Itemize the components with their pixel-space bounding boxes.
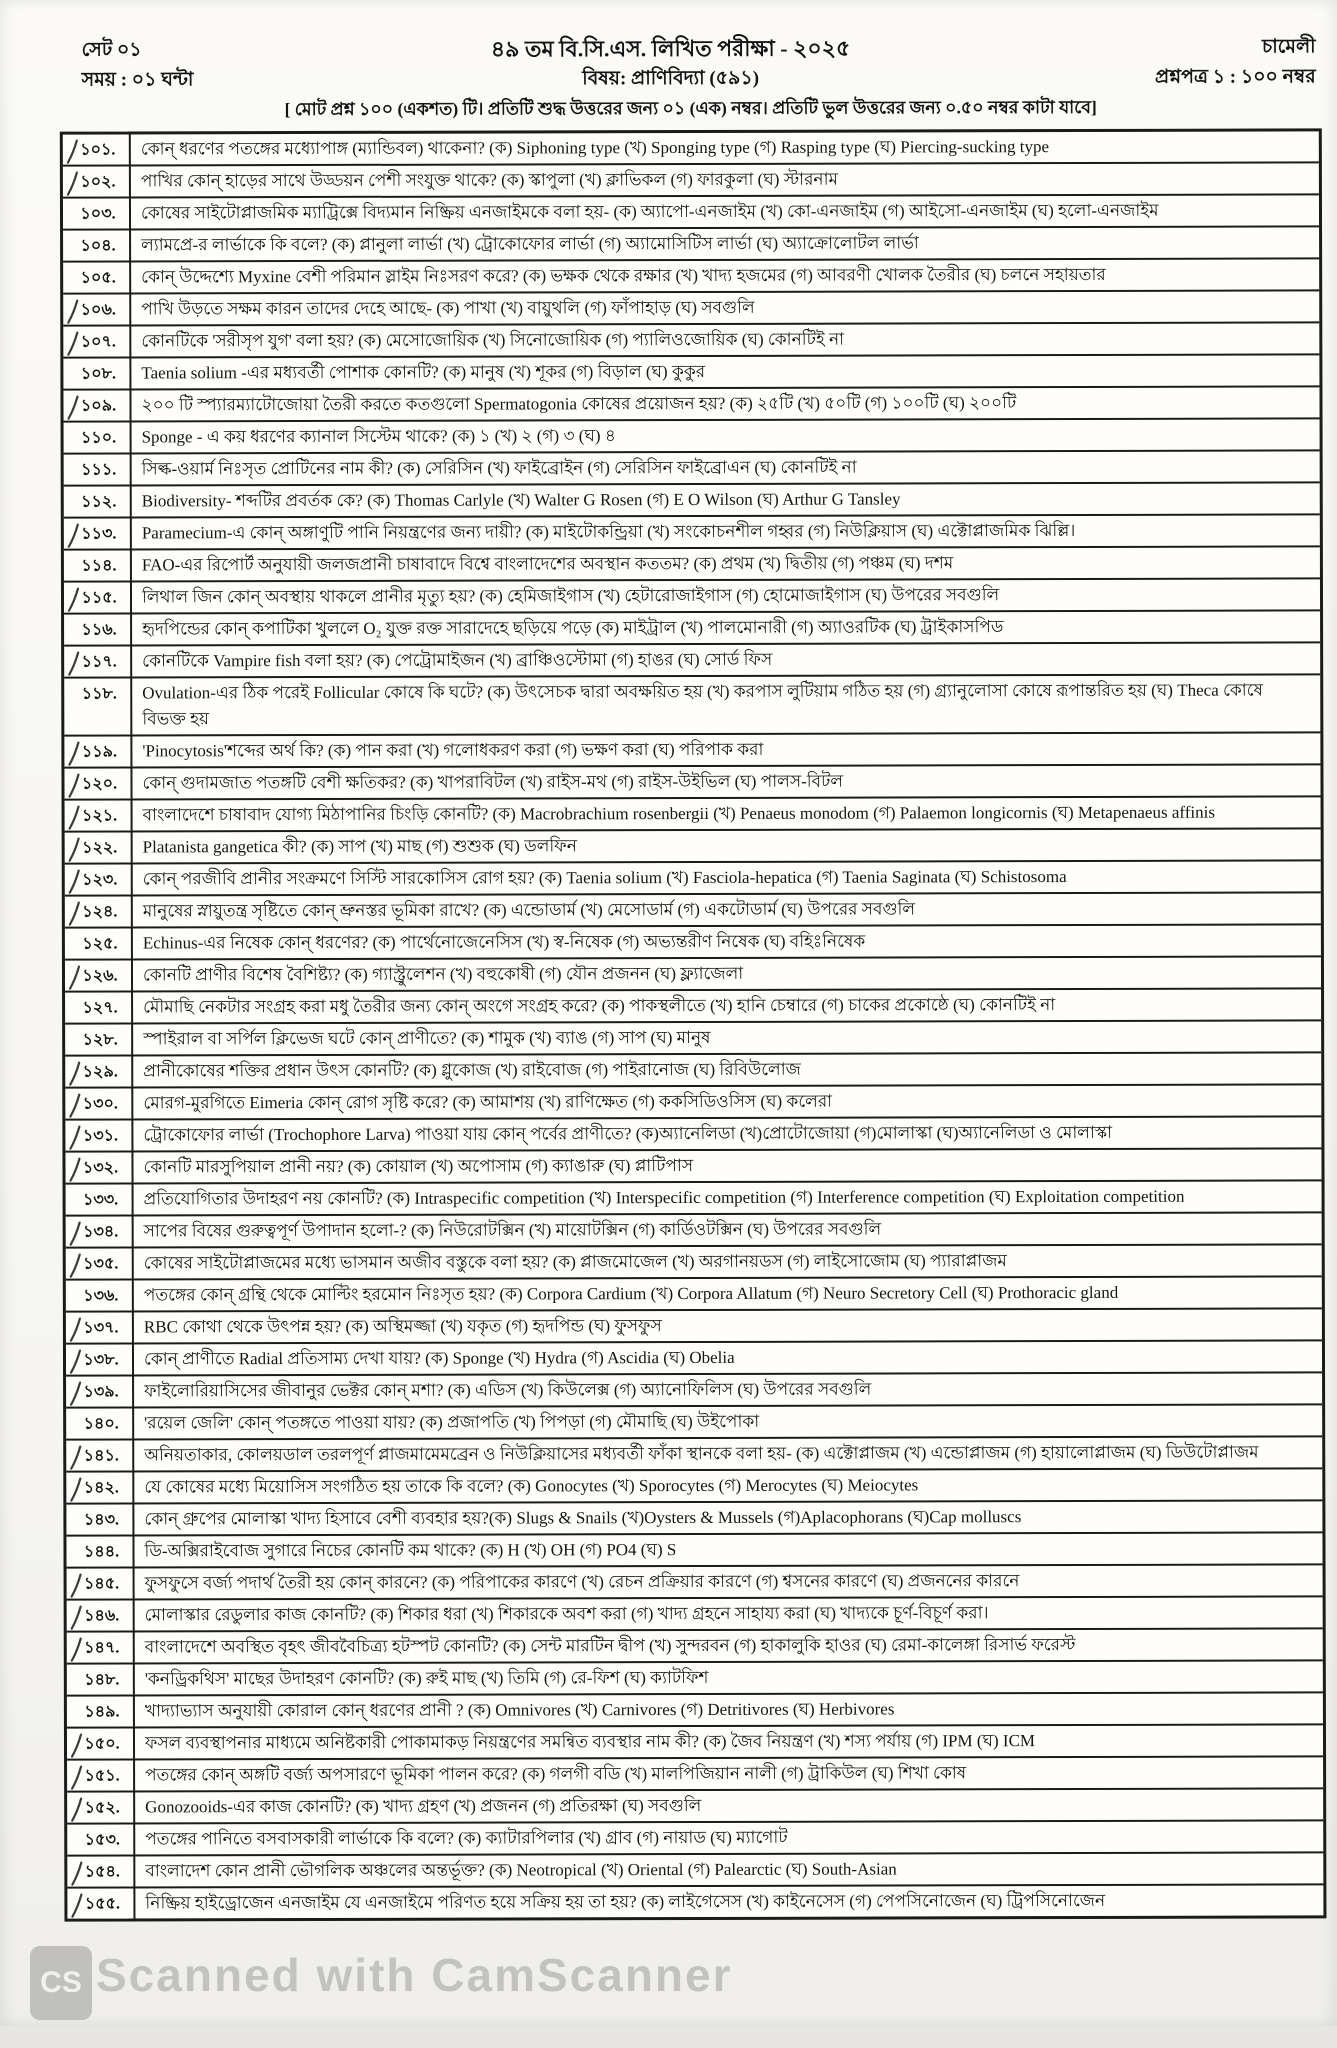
- handwritten-tick-icon: [66, 299, 79, 325]
- question-number-text: ১৫৫.: [84, 1895, 121, 1913]
- question-number: [64, 614, 132, 644]
- question-row: [63, 323, 1319, 358]
- question-number-text: ১৩৯.: [83, 1383, 119, 1401]
- question-number-text: ১৪৮.: [84, 1671, 120, 1689]
- handwritten-tick-icon: [67, 741, 80, 767]
- question-row: [63, 291, 1319, 326]
- question-text: Sponge - এ কয় ধরণের ক্যানাল সিস্টেম থাকে? (ক) ১ (খ) ২ (গ) ৩ (ঘ) ৪: [141, 426, 616, 447]
- question-number: [66, 1312, 134, 1342]
- exam-subject: বিষয়: প্রাণিবিদ্যা (৫৯১): [582, 67, 760, 90]
- question-number: [66, 1408, 134, 1438]
- question-number: [63, 326, 131, 356]
- question-number-text: ১০৯.: [80, 397, 117, 415]
- question-number: [67, 1824, 135, 1854]
- handwritten-tick-icon: [68, 805, 81, 831]
- question-text: ২০০ টি স্প্যারম্যাটোজোয়া তৈরী করতে কতগুলো Spermatogonia কোষের প্রয়োজন হয়? (ক) ২৫টি (খ) ৫০টি (গ) ১০০টি (ঘ) ২০০টি: [141, 393, 1017, 415]
- set-label: সেট ০১: [81, 39, 142, 61]
- paper-marks: প্রশ্নপত্র ১ : ১০০ নম্বর: [1154, 66, 1316, 88]
- question-number-text: ১২৮.: [82, 1031, 118, 1049]
- handwritten-tick-icon: [68, 1157, 81, 1183]
- question-row: [67, 1597, 1323, 1632]
- handwritten-tick-icon: [68, 965, 81, 991]
- question-number-text: ১৫১.: [84, 1767, 120, 1785]
- question-row: [67, 1789, 1323, 1824]
- question-number-text: ১২৬.: [82, 967, 118, 985]
- question-number: [63, 230, 131, 260]
- question-number-text: ১৪০.: [83, 1415, 119, 1433]
- question-row: [63, 355, 1319, 390]
- question-row: [64, 483, 1320, 518]
- question-number-text: ১২০.: [81, 775, 118, 793]
- question-row: [63, 195, 1319, 230]
- question-row: [67, 1853, 1323, 1888]
- question-number-text: ১৪৪.: [83, 1543, 120, 1561]
- camscanner-watermark-text: Scanned with CamScanner: [96, 1949, 733, 2001]
- question-text: খাদ্যাভ্যাস অনুযায়ী কোরাল কোন্ ধরণের প্রানী ? (ক) Omnivores (খ) Carnivores (গ) Detritivores (ঘ) Herbivores: [144, 1699, 895, 1721]
- question-number: [65, 1056, 133, 1086]
- question-number-text: ১০৭.: [80, 333, 116, 351]
- question-row: [63, 163, 1319, 198]
- question-text: RBC কোথা থেকে উৎপন্ন হয়? (ক) অস্থিমজ্জা (খ) যকৃত (গ) হৃদপিন্ড (ঘ) ফুসফুস: [143, 1316, 662, 1337]
- handwritten-tick-icon: [66, 331, 79, 357]
- question-text: বাংলাদেশ কোন প্রানী ভৌগলিক অঞ্চলের অন্তর্ভূক্ত? (ক) Neotropical (খ) Oriental (গ) Palearctic (ঘ) South-Asian: [145, 1859, 897, 1881]
- question-row: [65, 829, 1321, 864]
- question-text: কোনটি প্রাণীর বিশেষ বৈশিষ্ট্য? (ক) গ্যাস্ট্রুলেশন (খ) বহুকোষী (গ) যৌন প্রজনন (ঘ) ফ্ল্যাজেলা: [142, 963, 744, 985]
- question-number: [65, 960, 133, 990]
- question-number: [66, 1184, 134, 1214]
- question-text: 'রয়েল জেলি' কোন্ পতঙ্গতে পাওয়া যায়? (ক) প্রজাপতি (খ) পিপড়া (গ) মৌমাছি (ঘ) উইপোকা: [144, 1411, 760, 1433]
- question-text: পাখির কোন্ হাড়ের সাথে উড্ডয়ন পেশী সংযুক্ত থাকে? (ক) স্কাপুলা (খ) ক্লাভিকল (গ) ফারকুলা (ঘ) স্টারনাম: [140, 169, 838, 191]
- question-text: কোনটি মারসুপিয়াল প্রানী নয়? (ক) কোয়াল (খ) অপোসাম (গ) ক্যাঙারু (ঘ) প্লাটিপাস: [143, 1156, 694, 1177]
- question-text: কোনটিকে Vampire fish বলা হয়? (ক) পেট্রোমাইজন (খ) ব্রাঞ্চিওস্টোমা (গ) হাঙর (ঘ) সোর্ড ফিস: [142, 649, 773, 671]
- question-row: [66, 1405, 1322, 1440]
- question-number-text: ১২৯.: [82, 1063, 118, 1081]
- question-text: কোষের সাইটোপ্লাজমের মধ্যে ভাসমান অজীব বস্তুকে বলা হয়? (ক) প্লাজমোজেল (খ) অরগানয়ডস (গ) লাইসোজোম (ঘ) প্যারাপ্লাজম: [143, 1251, 1007, 1273]
- handwritten-tick-icon: [68, 1061, 81, 1087]
- question-number: [64, 422, 132, 452]
- question-number-text: ১২৪.: [82, 903, 118, 921]
- question-number: [63, 166, 131, 196]
- handwritten-tick-icon: [67, 587, 80, 613]
- question-number-text: ১০২.: [80, 173, 116, 191]
- question-number-text: ১৪৩.: [83, 1511, 120, 1529]
- question-text: ফসল ব্যবস্থাপনার মাধ্যমে অনিষ্টকারী পোকামাকড় নিয়ন্ত্রণের সমন্বিত ব্যবস্থার নাম কী? (ক) জৈব নিয়ন্ত্রণ (খ) শস্য পর্যায় (গ) IPM (ঘ) ICM: [144, 1731, 1036, 1753]
- question-number: [67, 1792, 135, 1822]
- question-row: [67, 1565, 1323, 1600]
- question-text: প্রতিযোগিতার উদাহরণ নয় কোনটি? (ক) Intraspecific competition (খ) Interspecific competition (গ) Interference competition (ঘ) Exploitation competition: [143, 1186, 1185, 1209]
- question-number-text: ১১০.: [80, 429, 117, 447]
- question-number: [64, 646, 132, 676]
- question-text: কোনটিকে 'সরীসৃপ যুগ' বলা হয়? (ক) মেসোজোয়িক (খ) সিনোজোয়িক (গ) প্যালিওজোয়িক (ঘ) কোনটিই না: [141, 329, 845, 351]
- question-number: [67, 1600, 135, 1630]
- handwritten-tick-icon: [69, 1445, 82, 1471]
- handwritten-tick-icon: [66, 171, 79, 197]
- question-text: অনিয়তাকার, কোলয়ডাল তরলপূর্ণ প্লাজমামেমব্রেন ও নিউক্লিয়াসের মধ্যবর্তী ফাঁকা স্থানকে বলা হয়- (ক) এক্টোপ্লাজম (খ) এন্ডোপ্লাজম (গ) হায়ালোপ্লাজম (ঘ) ডিউটোপ্লাজম: [144, 1442, 1259, 1465]
- question-text: যে কোষের মধ্যে মিয়োসিস সংগঠিত হয় তাকে কি বলে? (ক) Gonocytes (খ) Sporocytes (গ) Merocytes (ঘ) Meiocytes: [144, 1475, 919, 1497]
- question-number-text: ১৫৪.: [84, 1863, 120, 1881]
- college-name: চামেলী: [1261, 36, 1316, 58]
- question-number: [64, 454, 132, 484]
- question-text: Ovulation-এর ঠিক পরেই Follicular কোষে কি ঘটে? (ক) উৎসেচক দ্বারা অবক্ষয়িত হয় (খ) করপাস লুটিয়াম গঠিত হয় (গ) গ্র্যানুলোসা কোষে রূপান্তরিত হয় (ঘ) Theca কোষে বিভক্ত হয়: [142, 680, 1263, 729]
- handwritten-tick-icon: [68, 869, 81, 895]
- question-number: [66, 1536, 134, 1566]
- question-number: [63, 262, 131, 292]
- question-text: কোন্ ধরণের পতঙ্গের মধ্যোপাঙ্গ (ম্যান্ডিবল) থাকেনা? (ক) Siphoning type (খ) Sponging type (গ) Rasping type (ঘ) Piercing-sucking type: [140, 137, 1050, 159]
- question-row: [66, 1437, 1322, 1472]
- question-number-text: ১১৪.: [81, 557, 117, 575]
- question-number-text: ১৪২.: [83, 1479, 119, 1497]
- question-number: [64, 736, 132, 766]
- handwritten-tick-icon: [70, 1733, 83, 1759]
- question-row: [64, 675, 1320, 736]
- question-number: [64, 550, 132, 580]
- question-number: [64, 582, 132, 612]
- question-row: [67, 1757, 1323, 1792]
- question-text: কোন্ গুদামজাত পতঙ্গটি বেশী ক্ষতিকর? (ক) খাপরাবিটল (খ) রাইস-মথ (গ) রাইস-উইভিল (ঘ) পালস-বিটল: [142, 771, 844, 793]
- question-row: [65, 1085, 1321, 1120]
- question-number-text: ১৪৯.: [84, 1703, 120, 1721]
- question-text: ডি-অক্সিরাইবোজ সুগারে নিচের কোনটি কম থাকে? (ক) H (খ) OH (গ) PO4 (ঘ) S: [144, 1540, 677, 1561]
- question-text: মৌমাছি নেকটার সংগ্রহ করা মধু তৈরীর জন্য কোন্ অংগে সংগ্রহ করে? (ক) পাকস্থলীতে (খ) হানি চেম্বারে (গ) চাকের প্রকোষ্ঠে (ঘ) কোনটিই না: [143, 995, 1056, 1017]
- question-number: [67, 1888, 135, 1918]
- question-number-text: ১২২.: [82, 839, 118, 857]
- question-text: বাংলাদেশে অবস্থিত বৃহৎ জীববৈচিত্র্য হটস্পট কোনটি? (ক) সেন্ট মারটিন দ্বীপ (খ) সুন্দরবন (গ) হাকালুকি হাওর (ঘ) রেমা-কালেঙ্গা রিসার্ভ ফরেস্ট: [144, 1635, 1076, 1657]
- question-row: [66, 1373, 1322, 1408]
- question-row: [66, 1341, 1322, 1376]
- question-number-text: ১৩৭.: [83, 1319, 119, 1337]
- question-text: FAO-এর রিপোর্ট অনুযায়ী জলজপ্রানী চাষাবাদে বিশ্বে বাংলাদেশের অবস্থান কততম? (ক) প্রথম (খ) দ্বিতীয় (গ) পঞ্চম (ঘ) দশম: [141, 553, 954, 575]
- question-number: [64, 518, 132, 548]
- question-row: [63, 131, 1319, 166]
- handwritten-tick-icon: [68, 901, 81, 927]
- question-number: [67, 1632, 135, 1662]
- question-number-text: ১৫০.: [84, 1735, 120, 1753]
- question-row: [65, 925, 1321, 960]
- question-text: ফাইলোরিয়াসিসের জীবানুর ভেক্টর কোন্ মশা? (ক) এডিস (খ) কিউলেক্স (গ) অ্যানোফিলিস (ঘ) উপরের সবগুলি: [144, 1379, 872, 1401]
- question-number-text: ১৩৬.: [83, 1287, 119, 1305]
- question-row: [66, 1213, 1322, 1248]
- question-number-text: ১২৭.: [82, 999, 118, 1017]
- question-number-text: ১৪৭.: [84, 1639, 120, 1657]
- question-row: [63, 387, 1319, 422]
- question-number: [65, 864, 133, 894]
- question-row: [65, 1053, 1321, 1088]
- question-number-text: ১০৬.: [80, 301, 116, 319]
- question-row: [67, 1885, 1323, 1918]
- question-text: 'কনড্রিকথিস' মাছের উদাহরণ কোনটি? (ক) রুই মাছ (খ) তিমি (গ) রে-ফিশ (ঘ) ক্যাটফিশ: [144, 1667, 709, 1689]
- handwritten-tick-icon: [70, 1893, 83, 1919]
- question-number: [66, 1504, 134, 1534]
- question-row: [64, 419, 1320, 454]
- question-number-text: ১১৯.: [81, 743, 118, 761]
- question-text: স্পাইরাল বা সর্পিল ক্লিভেজ ঘটে কোন্ প্রাণীতে? (ক) শামুক (খ) ব্যাঙ (গ) সাপ (ঘ) মানুষ: [143, 1027, 711, 1049]
- question-number-text: ১০৩.: [80, 205, 116, 223]
- handwritten-tick-icon: [70, 1605, 83, 1631]
- question-row: [65, 1021, 1321, 1056]
- question-row: [64, 643, 1320, 678]
- question-text: Echinus-এর নিষেক কোন্ ধরণের? (ক) পার্থেনোজেনেসিস (খ) স্ব-নিষেক (গ) অভ্যন্তরীণ নিষেক (ঘ) বহিঃনিষেক: [142, 931, 866, 953]
- question-row: [64, 611, 1320, 646]
- handwritten-tick-icon: [68, 1125, 81, 1151]
- question-number: [64, 768, 132, 798]
- question-text: Taenia solium -এর মধ্যবর্তী পোশাক কোনটি? (ক) মানুষ (খ) শূকর (গ) বিড়াল (ঘ) কুকুর: [141, 361, 706, 383]
- question-number: [65, 1120, 133, 1150]
- question-number: [67, 1856, 135, 1886]
- question-number: [67, 1696, 135, 1726]
- handwritten-tick-icon: [70, 1637, 83, 1663]
- question-text: পতঙ্গের কোন্ গ্রন্থি থেকে মোল্টিং হরমোন নিঃসৃত হয়? (ক) Corpora Cardium (খ) Corpora Allatum (গ) Neuro Secretory Cell (ঘ) Prothoracic gland: [143, 1282, 1119, 1305]
- question-number-text: ১৩২.: [82, 1159, 119, 1177]
- question-text: নিষ্ক্রিয় হাইড্রোজেন এনজাইম যে এনজাইমে পরিণত হয়ে সক্রিয় হয় তা হয়? (ক) লাইগেসেস (খ) কাইনেসেস (গ) পেপসিনোজেন (ঘ) ট্রিপসিনোজেন: [145, 1890, 1106, 1913]
- question-text: লিথাল জিন কোন্ অবস্থায় থাকলে প্রানীর মৃত্যু হয়? (ক) হেমিজাইগাস (খ) হেটারোজাইগাস (গ) হোমোজাইগাস (ঘ) উপরের সবগুলি: [141, 585, 1000, 607]
- question-number-text: ১৩৩.: [82, 1191, 119, 1209]
- question-text: সাপের বিষের গুরুত্বপূর্ণ উপাদান হলো-? (ক) নিউরোটক্সিন (খ) মায়োটক্সিন (গ) কার্ডিওটক্সিন (ঘ) উপরের সবগুলি: [143, 1219, 882, 1241]
- question-text: 'Pinocytosis'শব্দের অর্থ কি? (ক) পান করা (খ) গলোধকরণ করা (গ) ভক্ষণ করা (ঘ) পরিপাক করা: [142, 739, 764, 761]
- question-number: [67, 1568, 135, 1598]
- question-row: [66, 1533, 1322, 1568]
- question-table: [60, 128, 1327, 1921]
- question-number-text: ১৪৬.: [84, 1607, 120, 1625]
- question-row: [66, 1469, 1322, 1504]
- question-number: [65, 928, 133, 958]
- question-number: [63, 134, 131, 164]
- handwritten-tick-icon: [70, 1573, 83, 1599]
- question-row: [64, 579, 1320, 614]
- question-number: [67, 1728, 135, 1758]
- question-number: [63, 294, 131, 324]
- question-number-text: ১০৮.: [80, 365, 117, 383]
- question-number: [63, 390, 131, 420]
- handwritten-tick-icon: [67, 773, 80, 799]
- question-row: [64, 451, 1320, 486]
- handwritten-tick-icon: [67, 523, 80, 549]
- handwritten-tick-icon: [66, 139, 79, 165]
- question-text: Platanista gangetica কী? (ক) সাপ (খ) মাছ (গ) শুশুক (ঘ) ডলফিন: [142, 836, 577, 857]
- question-text: পাখি উড়তে সক্ষম কারন তাদের দেহে আছে- (ক) পাখা (খ) বায়ুথলি (গ) ফাঁপাহাড় (ঘ) সবগুলি: [141, 297, 755, 319]
- question-row: [65, 1117, 1321, 1152]
- question-number-text: ১১৬.: [81, 621, 117, 639]
- question-number: [66, 1440, 134, 1470]
- question-number-text: ১২৫.: [82, 935, 118, 953]
- question-text: কোষের সাইটোপ্লাজমিক ম্যাট্রিক্সে বিদ্যমান নিষ্ক্রিয় এনজাইমকে বলা হয়- (ক) অ্যাপো-এনজাইম (খ) কো-এনজাইম (গ) আইসো-এনজাইম (ঘ) হলো-এনজাইম: [140, 200, 1159, 223]
- question-row: [66, 1277, 1322, 1312]
- handwritten-tick-icon: [69, 1381, 82, 1407]
- question-number: [65, 1088, 133, 1118]
- question-number-text: ১০৪.: [80, 237, 116, 255]
- question-number: [63, 198, 131, 228]
- question-number-text: ১৩১.: [82, 1127, 119, 1145]
- question-row: [67, 1629, 1323, 1664]
- question-row: [65, 1149, 1321, 1184]
- question-row: [67, 1661, 1323, 1696]
- handwritten-tick-icon: [68, 1093, 81, 1119]
- exam-header: [60, 32, 1322, 95]
- question-row: [67, 1725, 1323, 1760]
- handwritten-tick-icon: [66, 395, 79, 421]
- question-number-text: ১৩৪.: [83, 1223, 119, 1241]
- question-number-text: ১৫৩.: [84, 1831, 120, 1849]
- question-number-text: ১৩৫.: [83, 1255, 119, 1273]
- question-text: মানুষের স্নায়ুতন্ত্র সৃষ্টিতে কোন্ ভ্রুনস্তর ভূমিকা রাখে? (ক) এন্ডোডার্ম (খ) মেসোডার্ম (গ) একটোডার্ম (ঘ) উপরের সবগুলি: [142, 899, 916, 921]
- question-number-text: ১০৫.: [80, 269, 116, 287]
- question-number: [66, 1344, 134, 1374]
- question-number-text: ১৪১.: [83, 1447, 119, 1465]
- question-row: [63, 259, 1319, 294]
- question-number: [64, 486, 132, 516]
- camscanner-logo-icon: CS: [30, 1946, 92, 2020]
- question-text: কোন্ পরজীবি প্রানীর সংক্রমণে সিস্টি সারকোসিস রোগ হয়? (ক) Taenia solium (খ) Fasciola-hepatica (গ) Taenia Saginata (ঘ) Schistosoma: [142, 867, 1067, 889]
- question-text: হৃদপিন্ডের কোন্ কপাটিকা খুললে O₂ যুক্ত রক্ত সারাদেহে ছড়িয়ে পড়ে (ক) মাইট্রাল (খ) পালমোনারী (গ) অ্যাওরটিক (ঘ) ট্রাইকাসপিড: [142, 617, 1004, 639]
- question-text: Gonozooids-এর কাজ কোনটি? (ক) খাদ্য গ্রহণ (খ) প্রজনন (গ) প্রতিরক্ষা (ঘ) সবগুলি: [145, 1795, 702, 1817]
- question-row: [65, 989, 1321, 1024]
- question-number-text: ১১৫.: [81, 589, 117, 607]
- question-number: [66, 1216, 134, 1246]
- question-number: [66, 1248, 134, 1278]
- question-number: [67, 1760, 135, 1790]
- question-number: [65, 800, 133, 830]
- handwritten-tick-icon: [70, 1797, 83, 1823]
- question-text: Biodiversity- শব্দটির প্রবর্তক কে? (ক) Thomas Carlyle (খ) Walter G Rosen (গ) E O Wilson (ঘ) Arthur G Tansley: [141, 489, 901, 511]
- exam-title: ৪৯ তম বি.সি.এস. লিখিত পরীক্ষা - ২০২৫: [490, 35, 851, 62]
- question-row: [65, 861, 1321, 896]
- question-text: প্রানীকোষের শক্তির প্রধান উৎস কোনটি? (ক) গ্লুকোজ (খ) রাইবোজ (গ) পাইরানোজ (ঘ) রিবিউলোজ: [143, 1059, 801, 1081]
- question-text: মোলাস্কার রেডুলার কাজ কোনটি? (ক) শিকার ধরা (খ) শিকারকে অবশ করা (গ) খাদ্য গ্রহনে সাহায্য করা (ঘ) খাদ্যকে চূর্ণ-বিচূর্ণ করা।: [144, 1603, 989, 1625]
- question-number-text: ১৫২.: [84, 1799, 120, 1817]
- question-number-text: ১৩৮.: [83, 1351, 119, 1369]
- exam-instruction: [ মোট প্রশ্ন ১০০ (একশত) টি। প্রতিটি শুদ্ধ উত্তরের জন্য ০১ (এক) নম্বর। প্রতিটি ভুল উত্তরের জন্য ০.৫০ নম্বর কাটা যাবে]: [284, 96, 1097, 120]
- question-number-text: ১২১.: [81, 807, 118, 825]
- question-text: পতঙ্গের কোন্ অঙ্গটি বর্জ্য অপসারণে ভূমিকা পালন করে? (ক) গলগী বডি (খ) মালপিজিয়ান নালী (গ) ট্রাকিউল (ঘ) শিখা কোষ: [145, 1763, 967, 1785]
- question-row: [64, 547, 1320, 582]
- question-row: [64, 765, 1320, 800]
- handwritten-tick-icon: [69, 1477, 82, 1503]
- question-row: [64, 733, 1320, 768]
- question-number-text: ১৪৫.: [83, 1575, 120, 1593]
- question-row: [66, 1245, 1322, 1280]
- question-row: [67, 1693, 1323, 1728]
- question-text: ল্যামপ্রে-র লার্ভাকে কি বলে? (ক) প্লানুলা লার্ভা (খ) ট্রোকোফোর লার্ভা (গ) অ্যামোসিটিস লার্ভা (ঘ) অ্যাক্রোলোটল লার্ভা: [141, 233, 919, 255]
- question-number: [65, 832, 133, 862]
- question-number: [64, 678, 132, 734]
- handwritten-tick-icon: [70, 1765, 83, 1791]
- question-text: বাংলাদেশে চাষাবাদ যোগ্য মিঠাপানির চিংড়ি কোনটি? (ক) Macrobrachium rosenbergii (খ) Penaeus monodom (গ) Palaemon longicornis (ঘ) Metapenaeus affinis: [142, 802, 1215, 825]
- handwritten-tick-icon: [70, 1861, 83, 1887]
- time-label: সময় : ০১ ঘন্টা: [81, 69, 194, 91]
- question-row: [65, 893, 1321, 928]
- question-number: [66, 1472, 134, 1502]
- question-number: [66, 1280, 134, 1310]
- question-number: [65, 1024, 133, 1054]
- question-number-text: ১১৭.: [81, 653, 117, 671]
- question-number-text: ১১৩.: [81, 525, 117, 543]
- question-number-text: ১০১.: [80, 141, 116, 159]
- handwritten-tick-icon: [69, 1253, 82, 1279]
- question-text: মোরগ-মুরগিতে Eimeria কোন্ রোগ সৃষ্টি করে? (ক) আমাশয় (খ) রাণিক্ষেত (গ) ককসিডিওসিস (ঘ) কলেরা: [143, 1091, 833, 1113]
- question-text: ট্রোকোফোর লার্ভা (Trochophore Larva) পাওয়া যায় কোন্ পর্বের প্রাণীতে? (ক)অ্যানেলিডা (খ)প্রোটোজোয়া (গ)মোলাস্কা (ঘ)অ্যানেলিডা ও মোলাস্কা: [143, 1122, 1113, 1145]
- question-row: [66, 1181, 1322, 1216]
- question-number: [65, 896, 133, 926]
- question-number: [65, 1152, 133, 1182]
- handwritten-tick-icon: [69, 1349, 82, 1375]
- question-number-text: ১১২.: [81, 493, 117, 511]
- question-row: [63, 227, 1319, 262]
- question-text: কোন্ গ্রুপের মোলাস্কা খাদ্য হিসাবে বেশী ব্যবহার হয়?(ক) Slugs & Snails (খ)Oysters & Mussels (গ)Aplacophorans (ঘ)Cap molluscs: [144, 1507, 1022, 1529]
- question-row: [66, 1501, 1322, 1536]
- question-row: [66, 1309, 1322, 1344]
- handwritten-tick-icon: [67, 651, 80, 677]
- handwritten-tick-icon: [69, 1221, 82, 1247]
- question-number: [65, 992, 133, 1022]
- question-number-text: ১২৩.: [82, 871, 118, 889]
- question-text: Paramecium-এ কোন্ অঙ্গাণুটি পানি নিয়ন্ত্রণের জন্য দায়ী? (ক) মাইটোকন্ড্রিয়া (খ) সংকোচনশীল গহ্বর (গ) নিউক্লিয়াস (ঘ) এক্টোপ্লাজমিক ঝিল্লি।: [141, 520, 1076, 543]
- handwritten-tick-icon: [68, 837, 81, 863]
- question-row: [64, 515, 1320, 550]
- question-text: পতঙ্গের পানিতে বসবাসকারী লার্ভাকে কি বলে? (ক) ক্যাটারপিলার (খ) গ্রাব (গ) নায়াড (ঘ) ম্যাগোট: [145, 1827, 788, 1849]
- question-number-text: ১১৮.: [81, 685, 117, 703]
- handwritten-tick-icon: [69, 1317, 82, 1343]
- question-text: ফুসফুসে বর্জ্য পদার্থ তৈরী হয় কোন্ কারনে? (ক) পরিপাকের কারণে (খ) রেচন প্রক্রিয়ার কারণে (গ) শ্বসনের কারণে (ঘ) প্রজননের কারনে: [144, 1571, 1020, 1593]
- question-number: [67, 1664, 135, 1694]
- question-text: সিল্ক-ওয়ার্ম নিঃসৃত প্রোটিনের নাম কী? (ক) সেরিসিন (খ) ফাইব্রোইন (গ) সেরিসিন ফাইব্রোএন (ঘ) কোনটিই না: [141, 457, 857, 479]
- question-number: [63, 358, 131, 388]
- question-number: [66, 1376, 134, 1406]
- question-number-text: ১৩০.: [82, 1095, 118, 1113]
- question-number-text: ১১১.: [81, 461, 117, 479]
- question-row: [65, 957, 1321, 992]
- question-text: কোন্ উদ্দেশ্যে Myxine বেশী পরিমান স্লাইম নিঃসরণ করে? (ক) ভক্ষক থেকে রক্ষার (খ) খাদ্য হজমের (গ) আবরণী খোলক তৈরীর (ঘ) চলনে সহায়তার: [141, 264, 1106, 287]
- question-row: [67, 1821, 1323, 1856]
- question-text: কোন্ প্রাণীতে Radial প্রতিসাম্য দেখা যায়? (ক) Sponge (খ) Hydra (গ) Ascidia (ঘ) Obelia: [143, 1347, 735, 1369]
- question-row: [65, 797, 1321, 832]
